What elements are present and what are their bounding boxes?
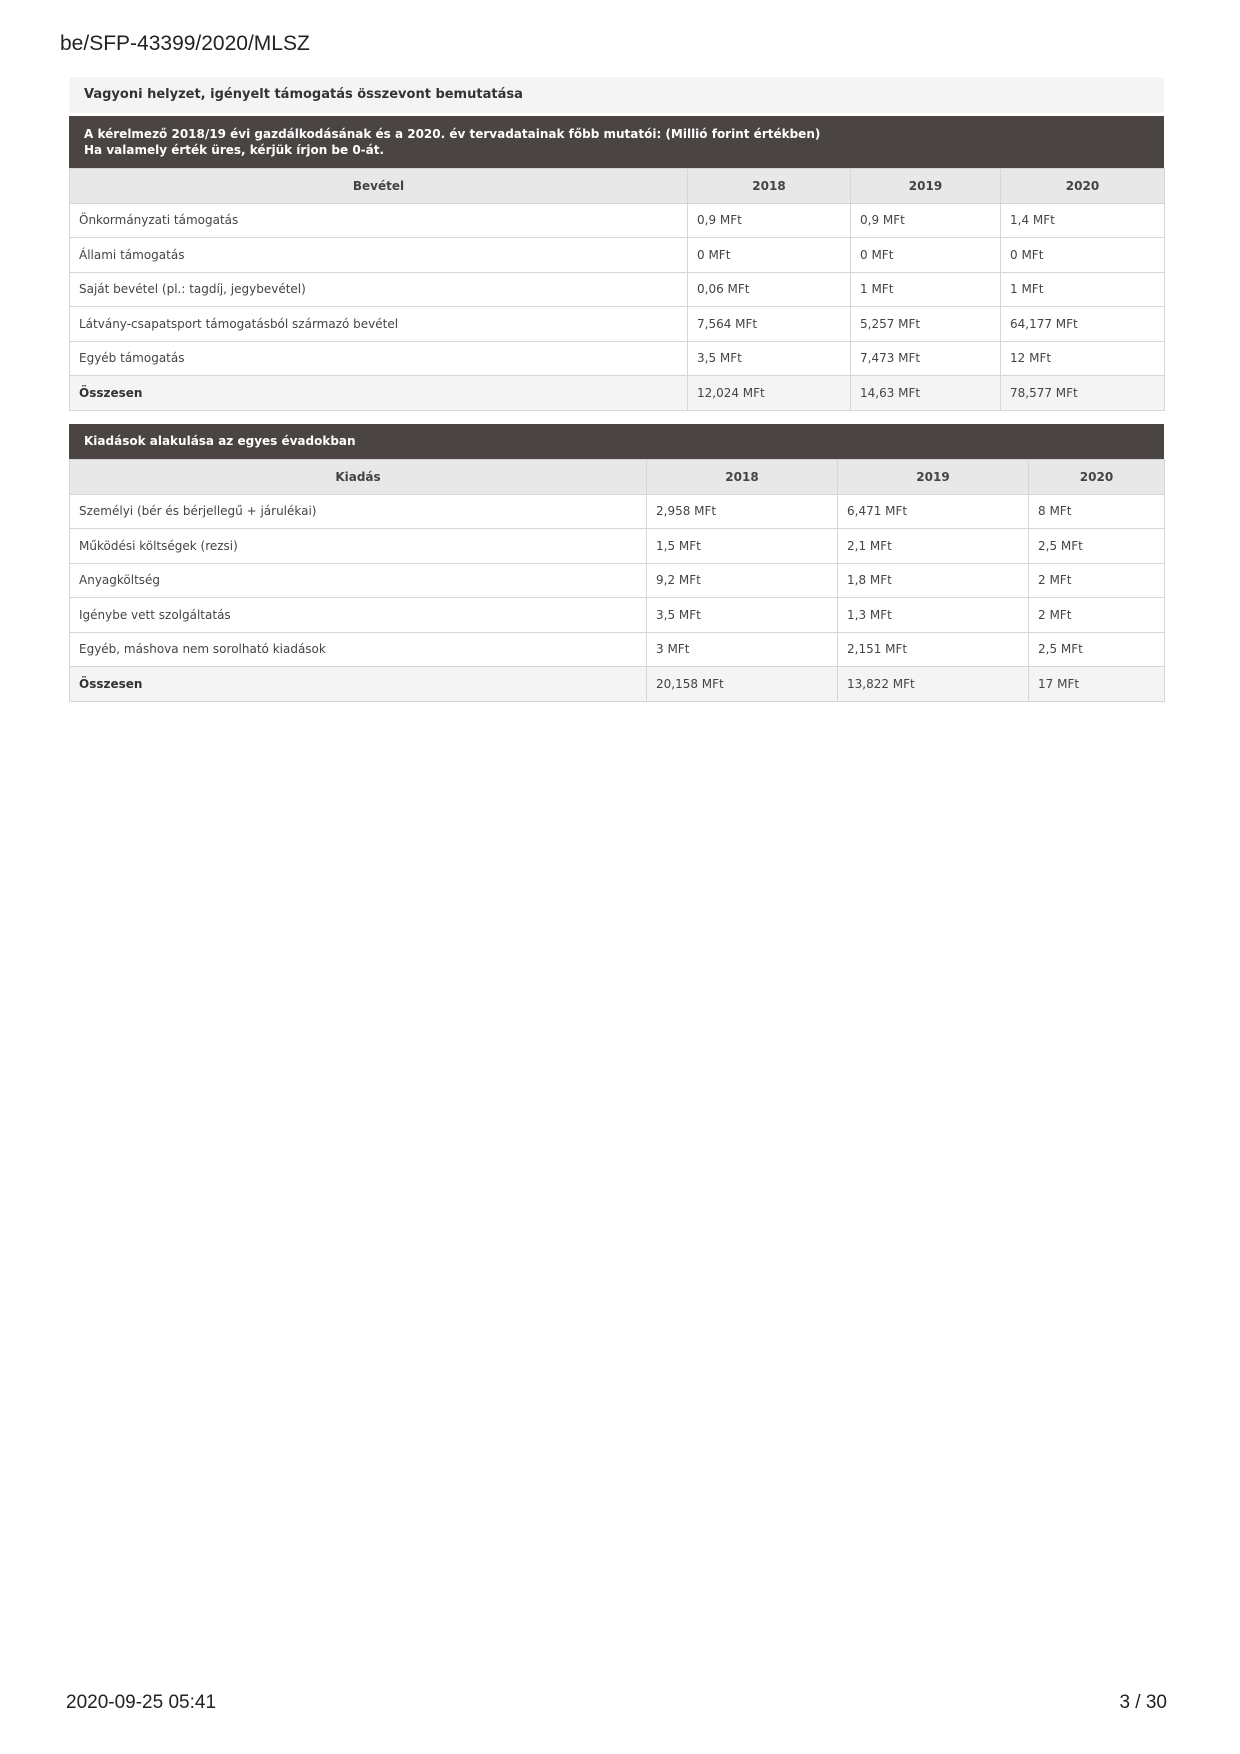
expenses-table	[69, 459, 1165, 702]
expenses-col-label: Kiadás	[70, 460, 647, 495]
document-id: be/SFP-43399/2020/MLSZ	[60, 32, 310, 55]
income-table	[69, 168, 1165, 411]
cell-2019: 1 MFt	[851, 272, 1001, 307]
row-label: Igénybe vett szolgáltatás	[70, 598, 647, 633]
table-row	[70, 529, 1165, 564]
expenses-header-row	[70, 460, 1165, 495]
cell-2020: 2 MFt	[1029, 563, 1165, 598]
section-title: Vagyoni helyzet, igényelt támogatás összevont bemutatása	[69, 77, 1164, 113]
row-label: Anyagköltség	[70, 563, 647, 598]
cell-2019: 1,3 MFt	[838, 598, 1029, 633]
cell-2020: 8 MFt	[1029, 494, 1165, 529]
total-2019: 13,822 MFt	[838, 667, 1029, 702]
income-header-row	[70, 169, 1165, 204]
cell-2018: 2,958 MFt	[647, 494, 838, 529]
footer-timestamp: 2020-09-25 05:41	[66, 1692, 217, 1713]
table-row	[70, 272, 1165, 307]
cell-2019: 1,8 MFt	[838, 563, 1029, 598]
income-col-label: Bevétel	[70, 169, 688, 204]
cell-2020: 0 MFt	[1001, 238, 1165, 273]
cell-2020: 2 MFt	[1029, 598, 1165, 633]
table-row	[70, 494, 1165, 529]
total-2019: 14,63 MFt	[851, 376, 1001, 411]
row-label: Működési költségek (rezsi)	[70, 529, 647, 564]
cell-2018: 0,06 MFt	[688, 272, 851, 307]
cell-2020: 1,4 MFt	[1001, 203, 1165, 238]
table-row	[70, 203, 1165, 238]
table-row	[70, 563, 1165, 598]
income-col-2020: 2020	[1001, 169, 1165, 204]
row-label: Állami támogatás	[70, 238, 688, 273]
row-label: Egyéb támogatás	[70, 341, 688, 376]
total-2018: 20,158 MFt	[647, 667, 838, 702]
row-label: Személyi (bér és bérjellegű + járulékai)	[70, 494, 647, 529]
total-label: Összesen	[70, 667, 647, 702]
cell-2018: 1,5 MFt	[647, 529, 838, 564]
income-header-line2: Ha valamely érték üres, kérjük írjon be 0-át.	[84, 143, 385, 157]
cell-2019: 2,1 MFt	[838, 529, 1029, 564]
total-2018: 12,024 MFt	[688, 376, 851, 411]
cell-2019: 5,257 MFt	[851, 307, 1001, 342]
table-row	[70, 632, 1165, 667]
footer-page-number: 3 / 30	[1119, 1692, 1167, 1713]
cell-2018: 3,5 MFt	[688, 341, 851, 376]
income-col-2018: 2018	[688, 169, 851, 204]
total-2020: 17 MFt	[1029, 667, 1165, 702]
expenses-col-2020: 2020	[1029, 460, 1165, 495]
expenses-col-2018: 2018	[647, 460, 838, 495]
row-label: Látvány-csapatsport támogatásból származó bevétel	[70, 307, 688, 342]
row-label: Önkormányzati támogatás	[70, 203, 688, 238]
expenses-header: Kiadások alakulása az egyes évadokban	[69, 424, 1164, 459]
cell-2019: 2,151 MFt	[838, 632, 1029, 667]
cell-2018: 0,9 MFt	[688, 203, 851, 238]
cell-2018: 7,564 MFt	[688, 307, 851, 342]
cell-2018: 3 MFt	[647, 632, 838, 667]
cell-2020: 2,5 MFt	[1029, 529, 1165, 564]
cell-2020: 2,5 MFt	[1029, 632, 1165, 667]
income-header	[69, 116, 1164, 168]
total-row	[70, 667, 1165, 702]
total-label: Összesen	[70, 376, 688, 411]
row-label: Egyéb, máshova nem sorolható kiadások	[70, 632, 647, 667]
cell-2020: 64,177 MFt	[1001, 307, 1165, 342]
row-label: Saját bevétel (pl.: tagdíj, jegybevétel)	[70, 272, 688, 307]
table-row	[70, 307, 1165, 342]
cell-2019: 0 MFt	[851, 238, 1001, 273]
cell-2019: 6,471 MFt	[838, 494, 1029, 529]
cell-2019: 0,9 MFt	[851, 203, 1001, 238]
cell-2018: 9,2 MFt	[647, 563, 838, 598]
cell-2020: 12 MFt	[1001, 341, 1165, 376]
expenses-block	[69, 424, 1164, 702]
cell-2019: 7,473 MFt	[851, 341, 1001, 376]
total-2020: 78,577 MFt	[1001, 376, 1165, 411]
expenses-col-2019: 2019	[838, 460, 1029, 495]
table-row	[70, 341, 1165, 376]
cell-2020: 1 MFt	[1001, 272, 1165, 307]
cell-2018: 0 MFt	[688, 238, 851, 273]
table-row	[70, 598, 1165, 633]
income-header-line1: A kérelmező 2018/19 évi gazdálkodásának és a 2020. év tervadatainak főbb mutatói: (Millió forint értékben)	[84, 127, 821, 141]
cell-2018: 3,5 MFt	[647, 598, 838, 633]
income-col-2019: 2019	[851, 169, 1001, 204]
income-block	[69, 116, 1164, 411]
total-row	[70, 376, 1165, 411]
table-row	[70, 238, 1165, 273]
